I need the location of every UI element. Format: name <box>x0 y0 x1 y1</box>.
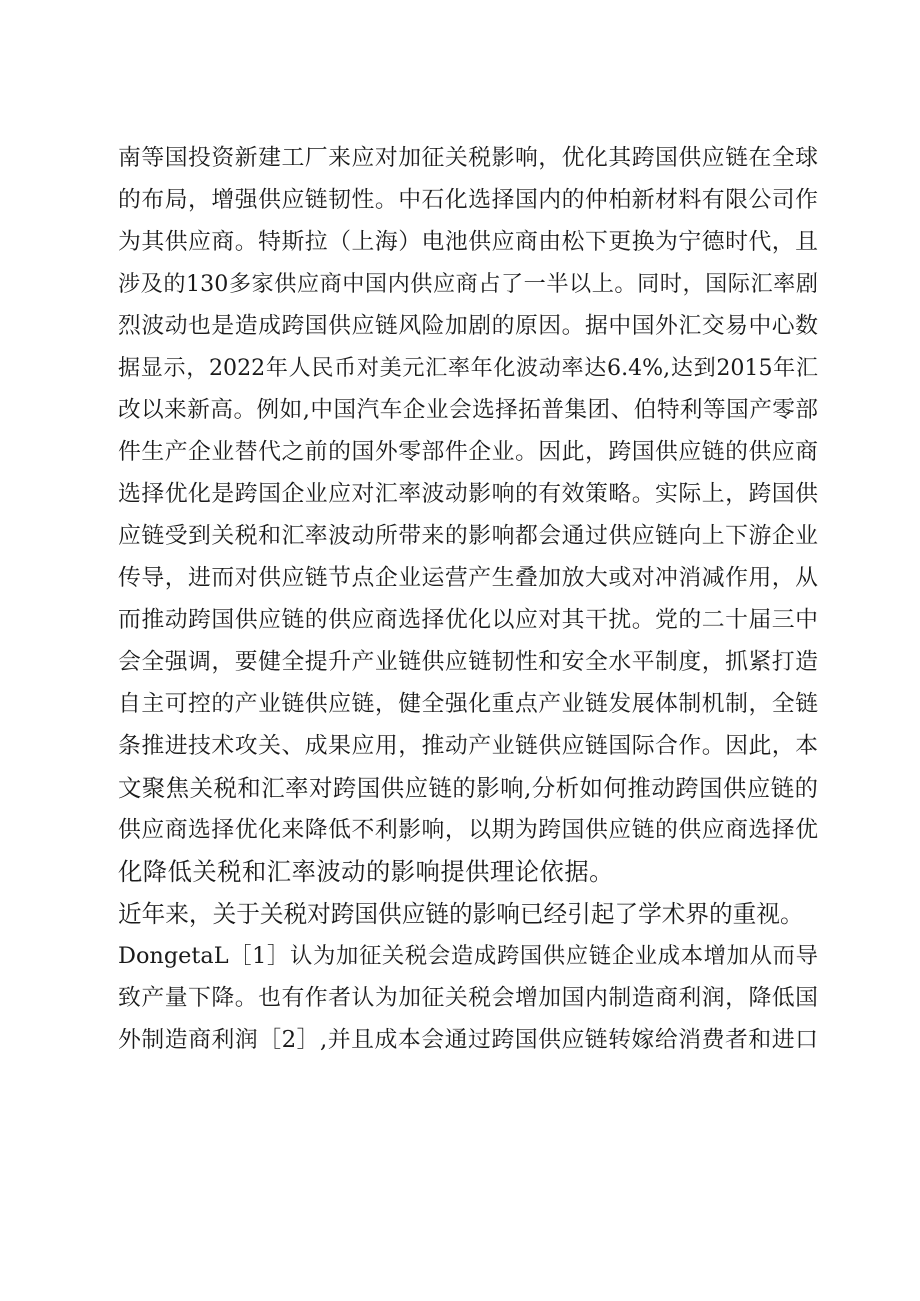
text-line: 件生产企业替代之前的国外零部件企业。因此，跨国供应链的供应商 <box>118 439 818 465</box>
paragraph-2 <box>118 893 818 935</box>
text-line: 而推动跨国供应链的供应商选择优化以应对其干扰。党的二十届三中 <box>118 607 818 633</box>
text-line: 烈波动也是造成跨国供应链风险加剧的原因。据中国外汇交易中心数 <box>118 313 818 339</box>
text-line: 条推进技术攻关、成果应用，推动产业链供应链国际合作。因此，本 <box>118 733 818 759</box>
text-line: 选择优化是跨国企业应对汇率波动影响的有效策略。实际上，跨国供 <box>118 481 818 507</box>
paragraph-1 <box>118 137 818 893</box>
text-line: 据显示，2022年人民币对美元汇率年化波动率达6.4%,达到2015年汇 <box>118 355 818 381</box>
paragraph-3 <box>118 935 818 1061</box>
text-line: 会全强调，要健全提升产业链供应链韧性和安全水平制度，抓紧打造 <box>118 649 818 675</box>
text-line: 近年来，关于关税对跨国供应链的影响已经引起了学术界的重视。 <box>118 900 804 928</box>
text-line: 的布局，增强供应链韧性。中石化选择国内的仲柏新材料有限公司作 <box>118 187 818 213</box>
text-line: 应链受到关税和汇率波动所带来的影响都会通过供应链向上下游企业 <box>118 523 818 549</box>
text-line: 为其供应商。特斯拉（上海）电池供应商由松下更换为宁德时代，且 <box>118 229 818 255</box>
text-line: 化降低关税和汇率波动的影响提供理论依据。 <box>118 857 614 886</box>
body-text <box>118 137 818 1061</box>
text-line: 文聚焦关税和汇率对跨国供应链的影响,分析如何推动跨国供应链的 <box>118 774 818 802</box>
text-line: 致产量下降。也有作者认为加征关税会增加国内制造商利润，降低国 <box>118 985 818 1011</box>
text-line: 自主可控的产业链供应链，健全强化重点产业链发展体制机制，全链 <box>118 691 818 717</box>
text-line: 传导，进而对供应链节点企业运营产生叠加放大或对冲消减作用，从 <box>118 565 818 591</box>
text-line: 南等国投资新建工厂来应对加征关税影响，优化其跨国供应链在全球 <box>118 145 818 171</box>
text-line: DongetaL［1］认为加征关税会造成跨国供应链企业成本增加从而导 <box>118 943 818 969</box>
text-line: 外制造商利润［2］,并且成本会通过跨国供应链转嫁给消费者和进口 <box>118 1027 818 1053</box>
text-line: 供应商选择优化来降低不利影响，以期为跨国供应链的供应商选择优 <box>118 817 818 843</box>
text-line: 涉及的130多家供应商中国内供应商占了一半以上。同时，国际汇率剧 <box>118 271 818 297</box>
text-line: 改以来新高。例如,中国汽车企业会选择拓普集团、伯特利等国产零部 <box>118 397 818 423</box>
